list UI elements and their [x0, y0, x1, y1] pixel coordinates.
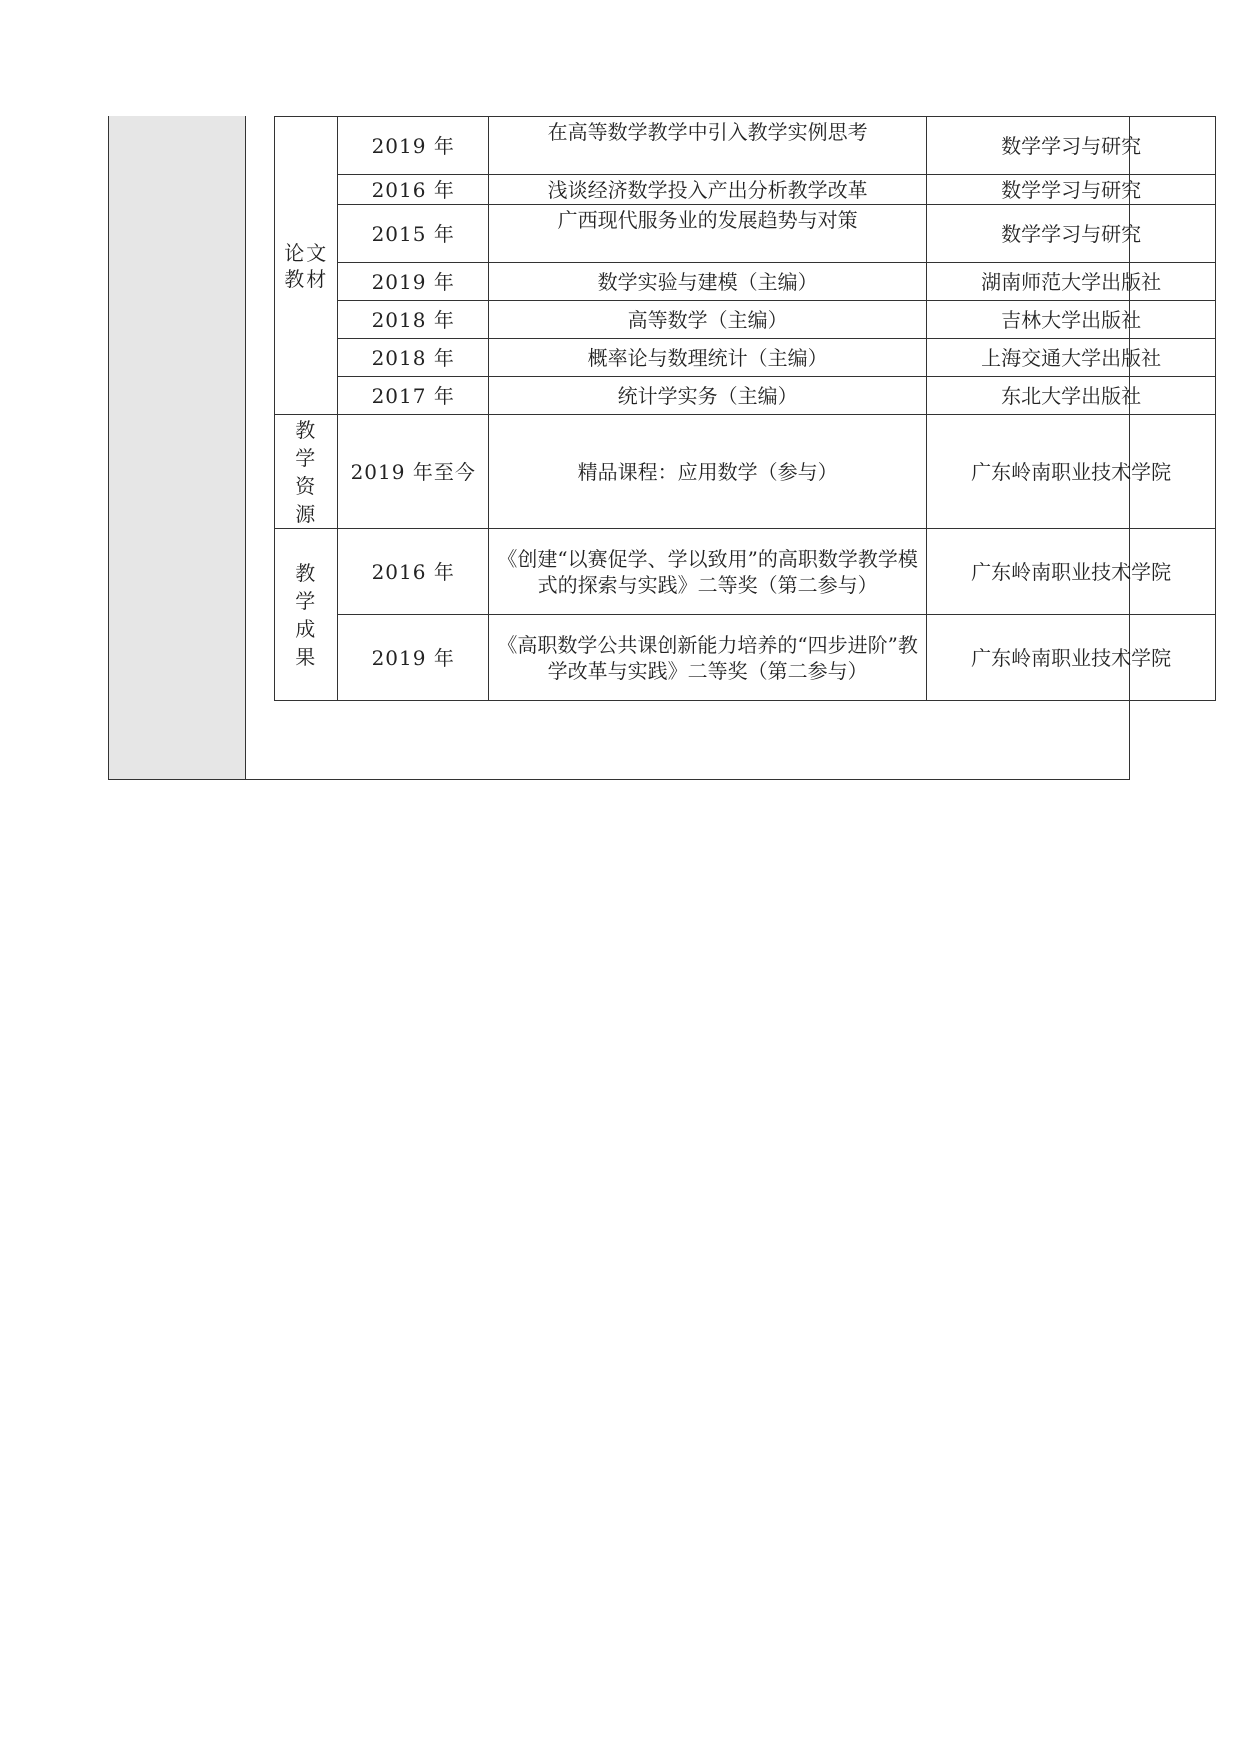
source-cell: 东北大学出版社 [927, 377, 1216, 415]
records-table [274, 116, 1216, 701]
form-outer-frame [108, 116, 1172, 780]
label-column-shaded [109, 116, 246, 779]
title-cell: 数学实验与建模（主编） [489, 263, 927, 301]
source-cell: 数学学习与研究 [927, 205, 1216, 263]
title-cell: 概率论与数理统计（主编） [489, 339, 927, 377]
table-row [275, 529, 1216, 615]
table-row [275, 615, 1216, 701]
table-row [275, 377, 1216, 415]
title-cell: 在高等数学教学中引入教学实例思考 [489, 117, 927, 175]
year-cell: 2019 年至今 [338, 415, 489, 529]
title-cell: 《高职数学公共课创新能力培养的“四步进阶”教学改革与实践》二等奖（第二参与） [489, 615, 927, 701]
title-cell: 统计学实务（主编） [489, 377, 927, 415]
source-cell: 广东岭南职业技术学院 [927, 529, 1216, 615]
table-row [275, 117, 1216, 175]
year-cell: 2019 年 [338, 615, 489, 701]
title-cell: 《创建“以赛促学、学以致用”的高职数学教学模式的探索与实践》二等奖（第二参与） [489, 529, 927, 615]
title-cell: 精品课程：应用数学（参与） [489, 415, 927, 529]
table-row [275, 263, 1216, 301]
source-cell: 广东岭南职业技术学院 [927, 415, 1216, 529]
table-row [275, 301, 1216, 339]
source-cell: 广东岭南职业技术学院 [927, 615, 1216, 701]
table-row [275, 339, 1216, 377]
year-cell: 2019 年 [338, 263, 489, 301]
source-cell: 吉林大学出版社 [927, 301, 1216, 339]
source-cell: 湖南师范大学出版社 [927, 263, 1216, 301]
category-teaching-resources: 教 学 资 源 [275, 415, 338, 529]
table-row [275, 415, 1216, 529]
year-cell: 2017 年 [338, 377, 489, 415]
table-row [275, 175, 1216, 205]
title-cell: 浅谈经济数学投入产出分析教学改革 [489, 175, 927, 205]
category-papers-textbooks: 论文 教材 [275, 117, 338, 415]
year-cell: 2018 年 [338, 301, 489, 339]
table-row [275, 205, 1216, 263]
year-cell: 2018 年 [338, 339, 489, 377]
source-cell: 数学学习与研究 [927, 117, 1216, 175]
category-teaching-achievements: 教 学 成 果 [275, 529, 338, 701]
year-cell: 2016 年 [338, 175, 489, 205]
year-cell: 2016 年 [338, 529, 489, 615]
source-cell: 上海交通大学出版社 [927, 339, 1216, 377]
year-cell: 2015 年 [338, 205, 489, 263]
source-cell: 数学学习与研究 [927, 175, 1216, 205]
title-cell: 高等数学（主编） [489, 301, 927, 339]
year-cell: 2019 年 [338, 117, 489, 175]
title-cell: 广西现代服务业的发展趋势与对策 [489, 205, 927, 263]
